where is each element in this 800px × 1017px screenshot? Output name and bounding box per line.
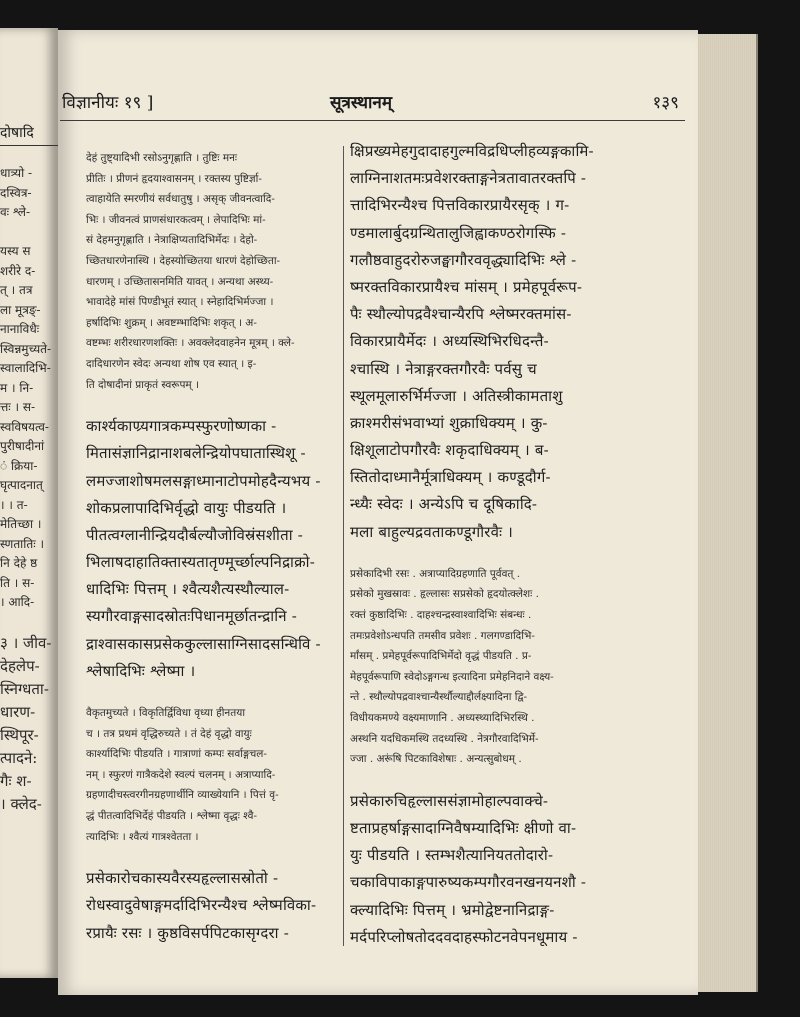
text-line: प्रसेकारुचिहृल्लाससंज्ञामोहाल्पवाक्चे- — [350, 791, 549, 810]
left-column — [86, 148, 336, 947]
left-page-line: ३ । जीव- — [0, 634, 52, 652]
text-line: अस्थनि यदधिकमस्थि तदध्यस्थि . नेत्रगौरवादिभिर्मे- — [350, 732, 539, 745]
commentary-block — [86, 148, 336, 395]
text-line: दादिधारणेन स्वेदः अन्यथा शोष एव स्यात् । इ- — [86, 357, 257, 370]
text-line: लाग्निनाशतमःप्रवेशरक्ताङ्गनेत्रतावातरक्तपि - — [350, 169, 587, 188]
text-line: वष्टम्भः शरीरधारणशक्तिः । अवक्लेदवाहनेन मूत्रम् । क्ले- — [86, 337, 295, 350]
verse-block — [350, 138, 680, 546]
text-line: तमःप्रवेशोऽन्धपति तमसीव प्रवेशः . गलगण्डादिभि- — [350, 629, 535, 642]
text-line: च । तत्र प्रथमं वृद्धिरुच्यते । तं देहं वृद्धो वायुः — [86, 727, 252, 740]
text-line: रोधस्वादुवेषाङ्गमर्दादिभिरन्यैश्च श्लेष्मविका- — [86, 896, 317, 915]
text-line: श्लेषादिभिः श्लेष्मा । — [86, 661, 196, 680]
left-page-line — [0, 223, 58, 243]
left-page-line: ति । स- — [0, 575, 35, 590]
left-page-text — [0, 164, 58, 816]
text-line: मितासंज्ञानिद्रानाशबलेन्द्रियोपघातास्थिशू - — [86, 444, 306, 463]
left-page-line: शरीरे द- — [0, 263, 36, 278]
text-line: ष्मरक्तविकारप्रायैश्च मांसम् । प्रमेहपूर्वरूप- — [350, 277, 583, 296]
left-page-line: स्णतातिः । — [0, 536, 45, 551]
text-line: प्रसेकारोचकास्यवैरस्यहृल्लासस्रोतो - — [86, 869, 279, 888]
verse-block — [86, 865, 336, 947]
text-line: स्थूलमूलारुर्भिर्मज्जा । अतिस्त्रीकामताशु — [350, 386, 563, 405]
left-page-line: दस्वित्र- — [0, 185, 32, 200]
section-title: सूत्रस्थानम् — [330, 93, 393, 113]
text-line: भिः । जीवनत्वं प्राणसंधारकत्वम् । लेपादिभिः मां- — [86, 213, 266, 226]
text-line: रप्रायैः रसः । कुष्ठविसर्पपिटकासृग्दरा - — [86, 923, 289, 942]
text-line: न्ते . स्थौल्योपद्रवाश्चान्यैर्स्थौल्याद्दौर्लक्ष्यादिना द्वि- — [350, 691, 528, 704]
left-page-line: त् । तत्र — [0, 283, 33, 297]
text-line: श्चास्थि । नेत्राङ्गरक्तगौरवैः पर्वसु च — [350, 359, 537, 378]
text-line: स्तितोदाध्मानैर्मूत्राधिक्यम् । कण्डूदौर्ग- — [350, 468, 551, 487]
text-line: देहं तुष्ट्यादिभी रसोऽनुगृह्णाति । तुष्टिः मनः — [86, 152, 238, 164]
text-line: धादिभिः पित्तम् । श्वैत्यशैत्यस्थौल्याल- — [86, 580, 290, 599]
text-line: सं देहमनुगृह्णाति । नेत्राक्षिप्यतादिभिर्मेदः । देहो- — [86, 234, 258, 247]
text-line: च्छितधारणेनास्थि । देहस्योच्छितया धारणं देहोच्छिता- — [86, 254, 281, 267]
left-page-line: नि देहे ष्ठ — [0, 556, 38, 570]
left-page-line: मेतिच्छा । — [0, 517, 42, 531]
text-line: धारणम् । उच्छितासनमिति यावत् । अन्यथा अस्थ्य- — [86, 275, 274, 288]
text-line: विधीयकमण्ये वक्ष्यमाणानि . अध्यस्थ्यादिभिरस्थि . — [350, 711, 535, 724]
page-edges — [698, 34, 758, 992]
text-line: ज्जा . अरूंषि पिटकाविशेषाः . अन्यत्सुबोधम् . — [350, 753, 522, 766]
text-line: प्रीतिः । प्रीणनं हृदयाश्वासनम् । रक्तस्य पुष्टिर्ज्ञा- — [86, 172, 262, 185]
text-line: भिलाषदाहातिक्तास्यतातृण्मूर्च्छाल्पनिद्राक्रो- — [86, 553, 315, 572]
left-page-line: गैः श- — [0, 772, 32, 790]
left-page-line: घृत्पादनात् — [0, 478, 43, 492]
left-page-line: त्तः । स- — [0, 400, 36, 414]
text-line: ग्रहणादीचस्त्वरगीनग्रहणार्थीनि व्याख्येयानि । पित्तं वृ- — [86, 789, 279, 802]
text-line: त्यादिभिः । श्वैत्यं गात्रश्वेतता । — [86, 830, 199, 843]
text-line: त्वाहायेति स्मरणीयं सर्वधातुषु । असृक् जीवनत्वादि- — [86, 193, 275, 206]
text-line: ष्टताप्रहर्षाङ्गसादाग्निवैषम्यादिभिः क्षीणो वा- — [350, 818, 577, 837]
text-line: युः पीडयति । स्तम्भशैत्यानियततोदारो- — [350, 846, 554, 865]
column-divider — [343, 146, 344, 946]
text-line: हर्षादिभिः शुक्रम् । अवष्टम्भादिभिः शकृत् । अ- — [86, 316, 257, 329]
text-line: ण्डमालार्बुदग्रन्थितालुजिह्वाकण्ठरोगस्फि - — [350, 223, 567, 242]
text-line: पीतत्वग्लानीन्द्रियदौर्बल्यौजोविस्रंसशीता - — [86, 525, 304, 544]
text-line: द्राश्वासकासप्रसेककुल्लासाग्निसादसन्धिवि - — [86, 634, 321, 653]
page-number: १३९ — [652, 93, 679, 113]
left-page-line: त्पादने: — [0, 749, 38, 767]
text-line: मेहपूर्वरूपाणि स्वेदोऽङ्गगन्ध इत्यादिना प्रमेहनिदाने वक्ष्य- — [350, 670, 554, 683]
left-page-line: । क्लेद- — [0, 795, 42, 813]
left-page-line: स्निग्धता- — [0, 680, 49, 698]
text-line: लमज्जाशोषमलसङ्गाध्मानाटोपमोहदैन्यभय - — [86, 471, 321, 490]
left-page-line: वः श्ले- — [0, 205, 31, 219]
text-line: मर्दपरिप्लोषतोददवदाहस्फोटनवेपनधूमाय - — [350, 927, 578, 946]
left-page-line: यस्य स — [0, 244, 31, 258]
left-page-line: स्विन्नमुच्यते- — [0, 341, 52, 356]
text-line: भावादेहे मांसं पिण्डीभूतं स्यात् । स्नेहादिभिर्मज्जा । — [86, 296, 274, 309]
verse-block — [86, 413, 336, 685]
left-page-line: ं क्रिया- — [0, 458, 38, 473]
left-page-line: ला मूत्रङ्- — [0, 302, 41, 317]
text-line: र्मांसम् . प्रमेहपूर्वरूपादिभिर्मेदो वृद्धं पीडयति . प्र- — [350, 650, 532, 663]
text-line: कार्श्यकाण्र्यगात्रकम्पस्फुरणोष्णका - — [86, 417, 277, 436]
left-page-line: स्थिपूर- — [0, 726, 39, 744]
left-page-line: धारण- — [0, 703, 36, 721]
text-line: क्षिशूलाटोपगौरवैः शकृदाधिक्यम् । ब- — [350, 441, 549, 460]
left-page-line: म । नि- — [0, 380, 34, 395]
text-line: विकारप्रायैर्मेदः । अध्यस्थिभिरधिदन्तै- — [350, 332, 549, 351]
left-page-line: । आदि- — [0, 595, 35, 609]
left-page-line — [0, 613, 58, 633]
commentary-block — [86, 703, 336, 847]
verse-block — [350, 788, 680, 951]
left-page-line: पुरीषादीनां — [0, 439, 45, 453]
text-line: शोकप्रलापादिभिर्वृद्धो वायुः पीडयति । — [86, 498, 287, 517]
text-line: वैकृतमुच्यते । विकृतिर्द्विविधा वृध्या हीनतया — [86, 707, 246, 719]
text-line: प्रसेको मुखस्रावः . हृल्लासः सप्रसेको हृदयोत्क्लेशः . — [350, 588, 539, 601]
text-line: क्ल्यादिभिः पित्तम् । भ्रमोद्वेष्टनानिद्राङ्ग- — [350, 900, 555, 919]
text-line: रक्तं कुष्ठादिभिः . दाहश्चन्द्रस्वाश्वादिभिः संबन्धः . — [350, 609, 532, 621]
text-line: द्धं पीतत्वादिभिर्देहं पीडयति । श्लेष्मा वृद्धः श्वै- — [86, 809, 258, 822]
left-page-line: स्वालादिभि- — [0, 361, 51, 375]
left-page-line: धात्र्यो - — [0, 166, 33, 180]
text-line: कार्श्यादिभिः पीडयति । गात्राणां कम्पः सर्वाङ्गचल- — [86, 748, 267, 761]
text-line: मला बाहुल्यद्रवताकण्डूगौरवैः । — [350, 522, 514, 541]
right-column — [350, 138, 680, 951]
text-line: त्तादिभिरन्यैश्च पित्तविकारप्रायैरसृक् । ग- — [350, 196, 570, 215]
text-line: स्यगौरवाङ्गसादस्रोतःपिधानमूर्छातन्द्रानि - — [86, 607, 297, 626]
left-page-fragment — [0, 28, 58, 978]
text-line: ति दोषादीनां प्राकृतं स्वरूपम् । — [86, 378, 200, 391]
text-line: नम् । स्फुरणं गात्रैकदेशे स्वल्पं चलनम् । अत्राप्यादि- — [86, 768, 276, 781]
text-line: प्रसेकादिभी रसः . अत्राप्यादिग्रहणाति पूर्ववत् . — [350, 567, 521, 580]
running-header — [60, 88, 685, 121]
text-line: क्राश्मरीसंभवाभ्यां शुक्राधिक्यम् । कु- — [350, 413, 548, 432]
left-page-line: । । त- — [0, 497, 28, 512]
text-line: पैः स्थौल्योपद्रवैश्चान्यैरपि श्लेष्मरक्तमांस- — [350, 305, 572, 324]
left-page-header: दोषादि — [0, 123, 58, 146]
left-page-line: स्वविषयत्व- — [0, 419, 49, 434]
left-page-line: देहलेप- — [0, 657, 40, 675]
commentary-block — [350, 564, 680, 770]
left-page-line: नानाविधैः — [0, 322, 40, 336]
chapter-reference: विज्ञानीयः १९ ] — [62, 93, 154, 113]
text-line: न्ध्यैः स्वेदः । अन्येऽपि च दूषिकादि- — [350, 495, 538, 514]
text-line: गलौष्ठवाहुदरोरुजङ्घागौरववृद्ध्यादिभिः श्ले - — [350, 250, 577, 269]
text-line: चकाविपाकाङ्गपारुष्यकम्पगौरवनखनयनशौ - — [350, 873, 587, 892]
text-line: क्षिप्रख्यमेहगुदादाहगुल्मविद्रधिप्लीहव्यङ्गकामि- — [350, 142, 594, 160]
